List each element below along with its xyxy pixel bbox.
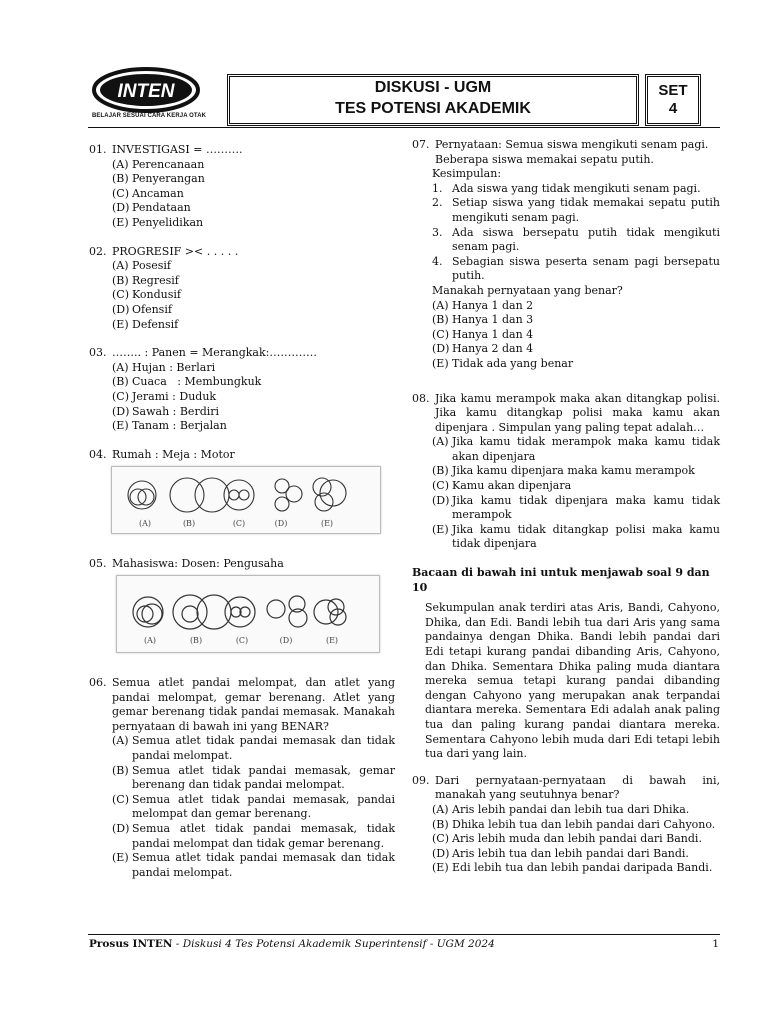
option-b: (B) Jika kamu dipenjara maka kamu merampok (432, 464, 695, 478)
option-a: (A) Jika kamu tidak merampok maka kamu tidak akan dipenjara (432, 435, 720, 463)
option-a: (A) Aris lebih pandai dan lebih tua dari Dhika. (432, 802, 690, 816)
option-d: (D) Jika kamu tidak dipenjara maka kamu tidak merampok (432, 493, 720, 522)
question-02: 02. PROGRESIF >< . . . . . (A) Posesif (B) Regresif (C) Kondusif (D) Ofensif (E) Defensif (89, 245, 395, 333)
question-text: Rumah : Meja : Motor (112, 447, 235, 461)
question-text: Pernyataan: Semua siswa mengikuti senam pagi. Beberapa siswa memakai sepatu putih. (435, 138, 709, 166)
footer (89, 938, 721, 950)
question-text: Jika kamu merampok maka akan ditangkap polisi. Jika kamu ditangkap polisi maka kamu akan dipenjara . Simpulan yang paling tepat adalah… (435, 391, 720, 434)
venn-diagram-q5 (116, 575, 380, 653)
diagram-label-b: (B) (182, 519, 196, 529)
question-text: Mahasiswa: Dosen: Pengusaha (112, 556, 284, 570)
diagram-label-e: (E) (325, 636, 339, 646)
reading-title: Bacaan di bawah ini untuk menjawab soal 9 dan 10 (412, 566, 710, 594)
question-text: Dari pernyataan-pernyataan di bawah ini, manakah yang seutuhnya benar? (435, 773, 720, 802)
question-08: 08. Jika kamu merampok maka akan ditangkap polisi. Jika kamu ditangkap polisi maka kamu akan dipenjara . Simpulan yang paling tepat adalah… (A) Jika kamu tidak merampok maka kamu tidak akan dipenjara (B) Jika kamu dipenjara maka kamu merampok (C) Kamu akan dipenjara (D) Jika kamu tidak dipenjara maka kamu tidak merampok (E) Jika kamu tidak ditangkap polisi maka kamu tidak dipenjara (412, 391, 720, 551)
title-line-2: TES POTENSI AKADEMIK (335, 100, 531, 117)
option-e: (E) Defensif (112, 317, 179, 331)
reading-passage: Sekumpulan anak terdiri atas Aris, Bandi, Cahyono, Dhika, dan Edi. Bandi lebih tua dari Aris yang sama pandainya dengan Dhika. Bandi lebih pandai dari Edi tetapi kurang pandai dibanding Aris, Cahyono, dan Dhika. Sementara Dhika paling muda diantara mereka semua tetapi kurang pandai dibanding dengan Cahyono yang merupakan anak terpandai diantara mereka. Sementara Edi adalah anak paling tua dan paling kurang pandai diantara mereka. Sementara Cahyono lebih muda dari Edi tetapi lebih tua dari yang lain. (425, 601, 720, 761)
page-number: 1 (712, 938, 719, 950)
option-e: (E) Jika kamu tidak ditangkap polisi maka kamu tidak dipenjara (432, 522, 720, 551)
option-c: (C) Aris lebih muda dan lebih pandai dari Bandi. (432, 832, 702, 846)
diagram-label-a: (A) (143, 636, 157, 646)
option-d: (D) Aris lebih tua dan lebih pandai dari Bandi. (432, 846, 689, 860)
logo-tagline: BELAJAR SESUAI CARA KERJA OTAK (92, 113, 207, 119)
diagram-label-c: (C) (232, 519, 246, 529)
question-09: 09. Dari pernyataan-pernyataan di bawah ini, manakah yang seutuhnya benar? (A) Aris lebih pandai dan lebih tua dari Dhika. (B) Dhika lebih tua dan lebih pandai dari Cahyono. (C) Aris lebih muda dan lebih pandai dari Bandi. (D) Aris lebih tua dan lebih pandai dari Bandi. (E) Edi lebih tua dan lebih pandai daripada Bandi. (412, 773, 720, 875)
option-c: (C) Jerami : Duduk (112, 389, 217, 403)
footer-brand: Prosus INTEN (89, 938, 173, 950)
header-rule (88, 127, 720, 128)
right-column (412, 138, 720, 890)
logo-text: INTEN (117, 81, 175, 102)
option-b: (B) Hanya 1 dan 3 (432, 313, 534, 327)
option-b: (B) Semua atlet tidak pandai memasak, gemar berenang dan tidak pandai melompat. (112, 763, 395, 792)
option-e: (E) Semua atlet tidak pandai memasak dan tidak pandai melompat. (112, 851, 395, 879)
footer-separator: - (172, 938, 183, 950)
option-d: (D) Pendataan (112, 201, 191, 215)
question-03: 03. …….. : Panen = Merangkak:…………. (A) Hujan : Berlari (B) Cuaca : Membungkuk (C) Jerami : Duduk (D) Sawah : Berdiri (E) Tanam : Berjalan (89, 346, 395, 434)
option-d: (D) Hanya 2 dan 4 (432, 342, 534, 356)
option-d: (D) Semua atlet tidak pandai memasak, tidak pandai melompat dan tidak gemar berenang. (112, 822, 395, 850)
question-text: INVESTIGASI = ………. (112, 143, 243, 156)
option-a: (A) Semua atlet tidak pandai memasak dan tidak pandai melompat. (112, 734, 395, 763)
option-e: (E) Tanam : Berjalan (112, 419, 227, 433)
option-d: (D) Ofensif (112, 302, 172, 316)
statement-3: 3. Ada siswa bersepatu putih tidak mengikuti senam pagi. (432, 225, 720, 254)
option-c: (C) Semua atlet tidak pandai memasak, pandai melompat dan gemar berenang. (112, 792, 395, 821)
title-box (227, 74, 639, 126)
statement-4: 4. Sebagian siswa peserta senam pagi bersepatu putih. (432, 254, 720, 283)
footer-text: Diskusi 4 Tes Potensi Akademik Superintensif - UGM 2024 (182, 938, 495, 950)
set-box (645, 74, 701, 126)
conclusion-label: Kesimpulan: (432, 167, 502, 181)
question-text: PROGRESIF >< . . . . . (112, 244, 239, 258)
question-05: 05. Mahasiswa: Dosen: Pengusaha (A) (B) (C) (D) (E) (89, 557, 395, 658)
question-number: 01. (89, 143, 107, 156)
diagram-label-d: (D) (274, 519, 288, 529)
option-e: (E) Edi lebih tua dan lebih pandai daripada Bandi. (432, 861, 713, 875)
diagram-label-a: (A) (138, 519, 152, 529)
question-prompt: Manakah pernyataan yang benar? (432, 283, 623, 297)
option-c: (C) Ancaman (112, 186, 184, 200)
set-label: SET (658, 82, 688, 99)
option-b: (B) Penyerangan (112, 172, 205, 186)
question-text: …….. : Panen = Merangkak:…………. (112, 346, 317, 360)
diagram-label-b: (B) (189, 636, 203, 646)
option-a: (A) Posesif (112, 259, 171, 273)
option-c: (C) Hanya 1 dan 4 (432, 327, 534, 341)
question-04: 04. Rumah : Meja : Motor (A) (B) (C) (D) (E) (89, 448, 395, 539)
option-a: (A) Hanya 1 dan 2 (432, 298, 534, 312)
option-c: (C) Kondusif (112, 288, 181, 302)
footer-rule (88, 934, 720, 935)
statement-1: 1. Ada siswa yang tidak mengikuti senam pagi. (432, 181, 701, 195)
question-01 (89, 143, 395, 231)
venn-diagram-q4 (111, 466, 381, 534)
option-b: (B) Cuaca : Membungkuk (112, 375, 262, 389)
option-e: (E) Penyelidikan (112, 215, 204, 229)
question-07: 07. Pernyataan: Semua siswa mengikuti senam pagi. Beberapa siswa memakai sepatu putih. Kesimpulan: 1. Ada siswa yang tidak mengikuti senam pagi. 2. Setiap siswa yang tidak memakai sepatu putih mengikuti senam pagi. 3. Ada siswa bersepatu putih tidak mengikuti senam pagi. 4. Sebagian siswa peserta senam pagi bersepatu putih. Manakah pernyataan yang benar? (A) Hanya 1 dan 2 (B) Hanya 1 dan 3 (C) Hanya 1 dan 4 (D) Hanya 2 dan 4 (E) Tidak ada yang benar (412, 138, 720, 370)
left-column (89, 143, 395, 894)
question-06: 06. Semua atlet pandai melompat, dan atlet yang pandai melompat, gemar berenang. Atlet yang gemar berenang tidak pandai memasak. Manakah pernyataan di bawah ini yang BENAR? (A) Semua atlet tidak pandai memasak dan tidak pandai melompat. (B) Semua atlet tidak pandai memasak, gemar berenang dan tidak pandai melompat. (C) Semua atlet tidak pandai memasak, pandai melompat dan gemar berenang. (D) Semua atlet tidak pandai memasak, tidak pandai melompat dan tidak gemar berenang. (E) Semua atlet tidak pandai memasak dan tidak pandai melompat. (89, 676, 395, 879)
set-number: 4 (668, 100, 678, 117)
option-b: (B) Dhika lebih tua dan lebih pandai dari Cahyono. (432, 817, 716, 831)
option-c: (C) Kamu akan dipenjara (432, 479, 572, 493)
option-a: (A) Perencanaan (112, 157, 205, 171)
title-line-1: DISKUSI - UGM (374, 79, 492, 96)
diagram-label-e: (E) (320, 519, 334, 529)
question-text: Semua atlet pandai melompat, dan atlet yang pandai melompat, gemar berenang. Atlet yang gemar berenang tidak pandai memasak. Manakah pernyataan di bawah ini yang BENAR? (112, 676, 395, 733)
option-e: (E) Tidak ada yang benar (432, 356, 574, 370)
option-a: (A) Hujan : Berlari (112, 360, 216, 374)
statement-2: 2. Setiap siswa yang tidak memakai sepatu putih mengikuti senam pagi. (432, 196, 720, 224)
option-d: (D) Sawah : Berdiri (112, 404, 220, 418)
diagram-label-d: (D) (279, 636, 293, 646)
diagram-label-c: (C) (235, 636, 249, 646)
option-b: (B) Regresif (112, 273, 179, 287)
